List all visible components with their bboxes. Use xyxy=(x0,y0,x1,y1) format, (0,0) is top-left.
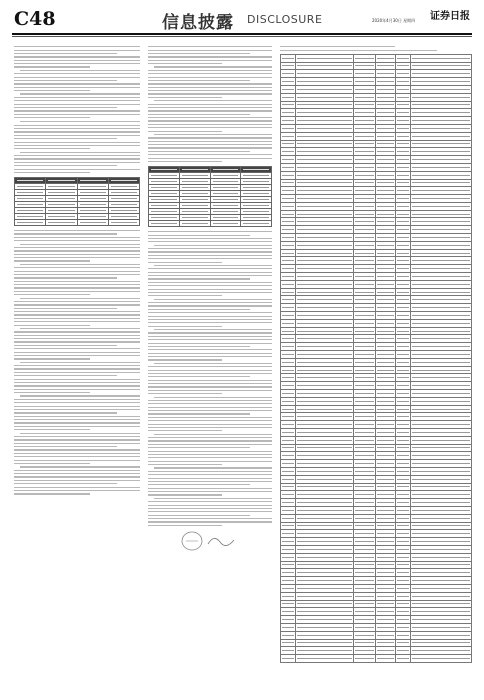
table-row xyxy=(281,140,472,148)
text-block xyxy=(14,121,140,173)
table-row xyxy=(281,390,472,398)
table-row xyxy=(281,343,472,351)
table-row xyxy=(281,366,472,374)
table-row xyxy=(281,655,472,663)
table-row xyxy=(281,70,472,78)
table-row xyxy=(281,592,472,600)
table-row xyxy=(281,561,472,569)
page-header xyxy=(0,0,484,38)
table-row xyxy=(281,639,472,647)
header-rule-thin xyxy=(12,36,472,37)
table-row xyxy=(281,179,472,187)
column-1 xyxy=(14,44,140,498)
table-row xyxy=(281,467,472,475)
table-row xyxy=(281,514,472,522)
table-row xyxy=(281,288,472,296)
table-row xyxy=(281,296,472,304)
table-row xyxy=(281,249,472,257)
table-row xyxy=(281,335,472,343)
table-row xyxy=(281,54,472,62)
table-row xyxy=(281,483,472,491)
text-block xyxy=(148,231,272,526)
table-row xyxy=(281,374,472,382)
table-row xyxy=(281,358,472,366)
table-row xyxy=(281,647,472,655)
table-row xyxy=(281,62,472,70)
table-row xyxy=(281,148,472,156)
table-row xyxy=(281,577,472,585)
table-row xyxy=(281,600,472,608)
table-row xyxy=(281,436,472,444)
text-block xyxy=(14,46,140,118)
table-row xyxy=(281,538,472,546)
table-row xyxy=(281,257,472,265)
table-row xyxy=(281,171,472,179)
table-row xyxy=(281,93,472,101)
table-row xyxy=(281,241,472,249)
table-row xyxy=(281,351,472,359)
table-row xyxy=(281,327,472,335)
table-row xyxy=(281,460,472,468)
header-rule xyxy=(12,33,472,35)
section-title: 信息披露 xyxy=(162,13,234,33)
table-row xyxy=(281,273,472,281)
table-row xyxy=(281,117,472,125)
table-row xyxy=(281,506,472,514)
table-row xyxy=(281,124,472,132)
table-row xyxy=(281,78,472,86)
table-row xyxy=(281,499,472,507)
table-row xyxy=(281,132,472,140)
table-caption xyxy=(280,46,472,51)
table-row xyxy=(281,413,472,421)
table-row xyxy=(281,522,472,530)
data-table xyxy=(148,166,272,227)
table-row xyxy=(281,210,472,218)
table-row xyxy=(281,530,472,538)
table-row xyxy=(281,545,472,553)
table-row xyxy=(281,187,472,195)
table-row xyxy=(281,163,472,171)
table-row xyxy=(281,265,472,273)
column-3 xyxy=(280,44,472,663)
table-row xyxy=(281,623,472,631)
table-row xyxy=(281,382,472,390)
table-row xyxy=(281,101,472,109)
table-row xyxy=(281,491,472,499)
table-row xyxy=(281,156,472,164)
table-row xyxy=(281,405,472,413)
table-row xyxy=(281,444,472,452)
data-table xyxy=(14,177,140,226)
table-row xyxy=(281,304,472,312)
column-2 xyxy=(148,44,272,552)
table-row xyxy=(281,452,472,460)
table-row xyxy=(281,226,472,234)
table-row xyxy=(281,319,472,327)
table-row xyxy=(281,553,472,561)
securities-table xyxy=(280,54,472,663)
table-row xyxy=(281,85,472,93)
table-row xyxy=(281,280,472,288)
table-row xyxy=(281,569,472,577)
seal-graphic xyxy=(178,530,238,552)
table-row xyxy=(281,195,472,203)
table-row xyxy=(281,429,472,437)
table-row xyxy=(281,475,472,483)
table-row xyxy=(281,584,472,592)
table-row xyxy=(281,631,472,639)
text-block xyxy=(14,230,140,494)
table-row xyxy=(281,608,472,616)
section-subtitle: DISCLOSURE xyxy=(247,13,323,26)
table-row xyxy=(281,312,472,320)
table-row xyxy=(281,202,472,210)
table-row xyxy=(281,616,472,624)
table-row xyxy=(281,109,472,117)
table-row xyxy=(281,421,472,429)
text-block xyxy=(148,46,272,162)
issue-date: 2020年4月30日 星期四 xyxy=(372,18,416,23)
table-row xyxy=(281,234,472,242)
table-row xyxy=(281,397,472,405)
page-number: C48 xyxy=(14,8,56,30)
table-row xyxy=(281,218,472,226)
newspaper-logo: 证券日报 xyxy=(430,11,470,22)
